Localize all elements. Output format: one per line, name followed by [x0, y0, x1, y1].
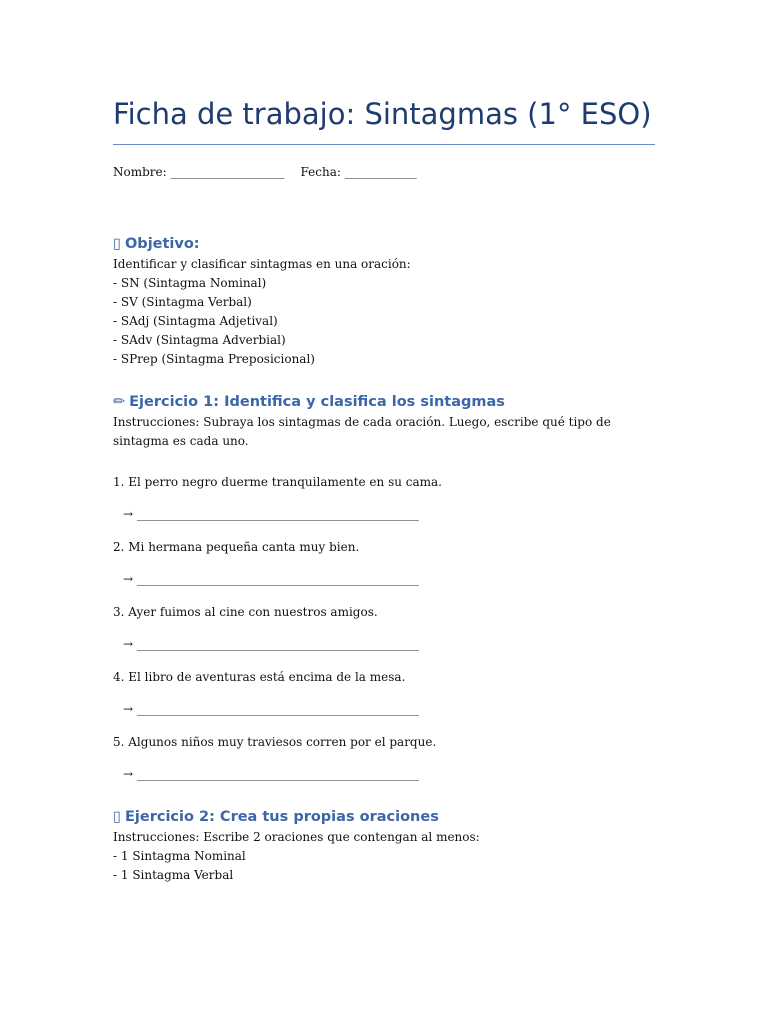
ejercicio2-item: - 1 Sintagma Verbal [113, 868, 234, 882]
exercise-sentence: 1. El perro negro duerme tranquilamente en su cama. [113, 475, 442, 489]
ejercicio1-heading-text: Ejercicio 1: Identifica y clasifica los sintagmas [129, 394, 505, 410]
ejercicio2-item: - 1 Sintagma Nominal [113, 849, 246, 863]
objetivo-heading-text: Objetivo: [124, 236, 200, 252]
objetivo-item: - SAdj (Sintagma Adjetival) [113, 314, 278, 328]
answer-line[interactable]: → _______________________________________________ [123, 702, 419, 716]
answer-line[interactable]: → _______________________________________________ [123, 767, 419, 781]
ejercicio2-instructions: Instrucciones: Escribe 2 oraciones que contengan al menos: [113, 830, 480, 844]
exercise-sentence: 4. El libro de aventuras está encima de la mesa. [113, 670, 406, 684]
exercise-sentence: 5. Algunos niños muy traviesos corren por el parque. [113, 735, 437, 749]
fecha-field[interactable]: Fecha: ____________ [300, 165, 417, 179]
objetivo-item: - SAdv (Sintagma Adverbial) [113, 333, 286, 347]
page-title: Ficha de trabajo: Sintagmas (1° ESO) [113, 92, 655, 145]
notebook-icon: ▯ [113, 809, 121, 825]
objetivo-intro: Identificar y clasificar sintagmas en una oración: [113, 257, 411, 271]
objetivo-item: - SV (Sintagma Verbal) [113, 295, 252, 309]
objetivo-heading [113, 233, 655, 255]
ejercicio1-items [113, 473, 655, 784]
answer-line[interactable]: → _______________________________________________ [123, 507, 419, 521]
answer-line[interactable]: → _______________________________________________ [123, 637, 419, 651]
target-icon: ▯ [113, 236, 121, 252]
objetivo-item: - SPrep (Sintagma Preposicional) [113, 352, 315, 366]
ejercicio2-heading-text: Ejercicio 2: Crea tus propias oraciones [124, 809, 439, 825]
ejercicio2-heading [113, 806, 655, 828]
exercise-sentence: 3. Ayer fuimos al cine con nuestros amigos. [113, 605, 378, 619]
student-info [113, 163, 655, 181]
answer-line[interactable]: → _______________________________________________ [123, 572, 419, 586]
ejercicio1-instructions: Instrucciones: Subraya los sintagmas de cada oración. Luego, escribe qué tipo de sintagma es cada uno. [113, 415, 611, 448]
nombre-field[interactable]: Nombre: ___________________ [113, 165, 285, 179]
exercise-sentence: 2. Mi hermana pequeña canta muy bien. [113, 540, 360, 554]
objetivo-item: - SN (Sintagma Nominal) [113, 276, 267, 290]
ejercicio1-heading [113, 391, 655, 413]
pencil-icon: ✏ [113, 394, 126, 410]
